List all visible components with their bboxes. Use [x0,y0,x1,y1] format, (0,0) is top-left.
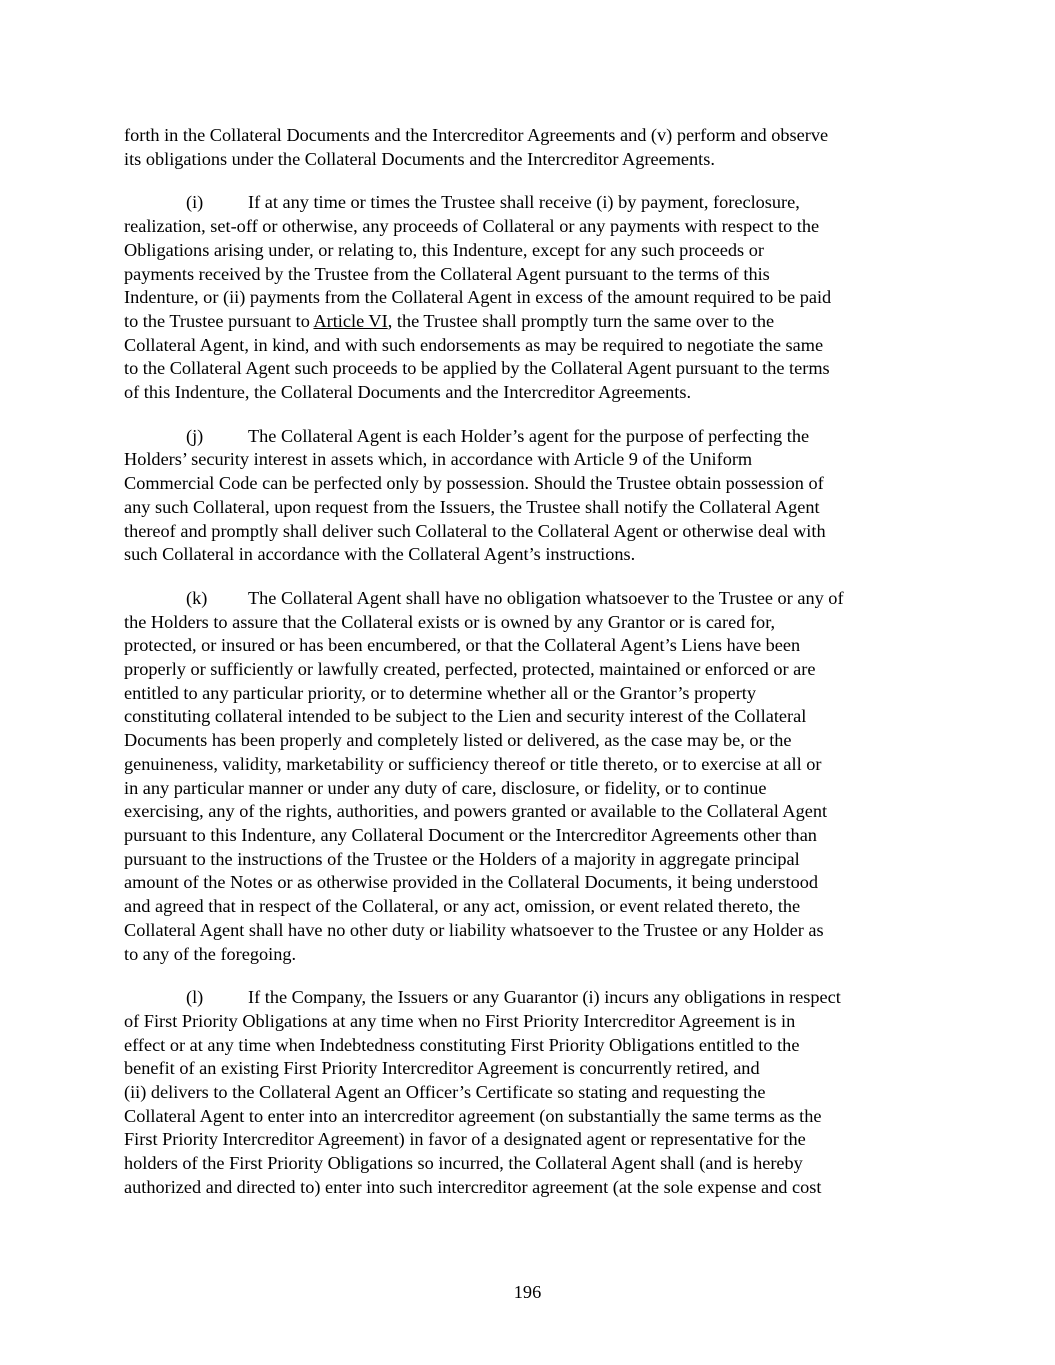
text-line: (ii) delivers to the Collateral Agent an Officer’s Certificate so stating and requesting the [124,1082,766,1103]
text-line: Holders’ security interest in assets which, in accordance with Article 9 of the Uniform [124,449,753,470]
text-line: The Collateral Agent shall have no obligation whatsoever to the Trustee or any of [248,587,844,608]
text-fragment: to the Trustee pursuant to [124,310,314,331]
text-line: The Collateral Agent is each Holder’s agent for the purpose of perfecting the [248,425,810,446]
paragraph-first-line [124,986,926,1010]
paragraph-label: (i) [186,192,204,213]
text-line: to the Collateral Agent such proceeds to be applied by the Collateral Agent pursuant to the terms [124,358,830,379]
text-line: of First Priority Obligations at any time when no First Priority Intercreditor Agreement is in [124,1010,796,1031]
text-line: forth in the Collateral Documents and the Intercreditor Agreements and (v) perform and observe [124,125,829,145]
text-line: any such Collateral, upon request from the Issuers, the Trustee shall notify the Collateral Agent [124,496,820,517]
text-line: benefit of an existing First Priority Intercreditor Agreement is concurrently retired, and [124,1058,760,1079]
text-line: in any particular manner or under any duty of care, disclosure, or fidelity, or to continue [124,777,767,798]
text-line: realization, set-off or otherwise, any proceeds of Collateral or any payments with respect to the [124,216,820,237]
text-line: the Holders to assure that the Collateral exists or is owned by any Grantor or is cared for, [124,611,776,632]
text-line: Obligations arising under, or relating to, this Indenture, except for any such proceeds or [124,239,764,260]
text-line: amount of the Notes or as otherwise provided in the Collateral Documents, it being understood [124,872,819,893]
paragraph-first-line [124,425,926,449]
text-line: Indenture, or (ii) payments from the Collateral Agent in excess of the amount required to be paid [124,287,832,308]
text-line: If the Company, the Issuers or any Guarantor (i) incurs any obligations in respect [248,987,841,1008]
body-text [124,124,926,1220]
text-line: and agreed that in respect of the Collateral, or any act, omission, or event related thereto, the [124,896,801,917]
page-number: 196 [513,1282,542,1302]
text-line: to any of the foregoing. [124,943,297,964]
continuation-paragraph [124,124,926,171]
text-line: Commercial Code can be perfected only by possession. Should the Trustee obtain possession of [124,473,824,494]
paragraph-label: (l) [186,987,204,1008]
text-line: constituting collateral intended to be subject to the Lien and security interest of the Collateral [124,706,807,727]
paragraph-l [124,986,926,1199]
text-line: effect or at any time when Indebtedness constituting First Priority Obligations entitled to the [124,1034,800,1055]
text-line: genuineness, validity, marketability or sufficiency thereof or title thereto, or to exercise at all or [124,753,822,774]
text-line: holders of the First Priority Obligations so incurred, the Collateral Agent shall (and is hereby [124,1153,803,1174]
text-line: exercising, any of the rights, authorities, and powers granted or available to the Collateral Agent [124,801,828,822]
text-line: First Priority Intercreditor Agreement) in favor of a designated agent or representative for the [124,1129,806,1150]
text-line: entitled to any particular priority, or to determine whether all or the Grantor’s property [124,682,757,703]
text-line: of this Indenture, the Collateral Documents and the Intercreditor Agreements. [124,382,692,403]
text-line: Documents has been properly and completely listed or delivered, as the case may be, or the [124,730,792,751]
text-line: thereof and promptly shall deliver such Collateral to the Collateral Agent or otherwise deal with [124,520,826,541]
text-line: Collateral Agent to enter into an intercreditor agreement (on substantially the same terms as the [124,1105,822,1126]
text-line: pursuant to this Indenture, any Collateral Document or the Intercreditor Agreements other than [124,824,817,845]
paragraph-label: (j) [186,425,204,446]
text-line: If at any time or times the Trustee shall receive (i) by payment, foreclosure, [248,192,800,213]
text-line [124,310,926,334]
paragraph-label: (k) [186,587,208,608]
text-line: Collateral Agent shall have no other duty or liability whatsoever to the Trustee or any Holder as [124,919,824,940]
text-line: its obligations under the Collateral Documents and the Intercreditor Agreements. [124,148,715,169]
paragraph-first-line [124,191,926,215]
article-vi-reference: Article VI [313,310,388,331]
text-line: payments received by the Trustee from the Collateral Agent pursuant to the terms of this [124,263,770,284]
paragraph-k [124,587,926,966]
text-line: such Collateral in accordance with the Collateral Agent’s instructions. [124,544,636,565]
text-line: pursuant to the instructions of the Trustee or the Holders of a majority in aggregate principal [124,848,800,869]
text-line: authorized and directed to) enter into such intercreditor agreement (at the sole expense and cost [124,1176,822,1197]
paragraph-j [124,425,926,567]
text-line: Collateral Agent, in kind, and with such endorsements as may be required to negotiate the same [124,334,824,355]
paragraph-first-line [124,587,926,611]
text-line: protected, or insured or has been encumbered, or that the Collateral Agent’s Liens have been [124,635,801,656]
text-fragment: , the Trustee shall promptly turn the same over to the [387,310,775,331]
text-line: properly or sufficiently or lawfully created, perfected, protected, maintained or enforced or are [124,659,816,680]
paragraph-i [124,191,926,404]
